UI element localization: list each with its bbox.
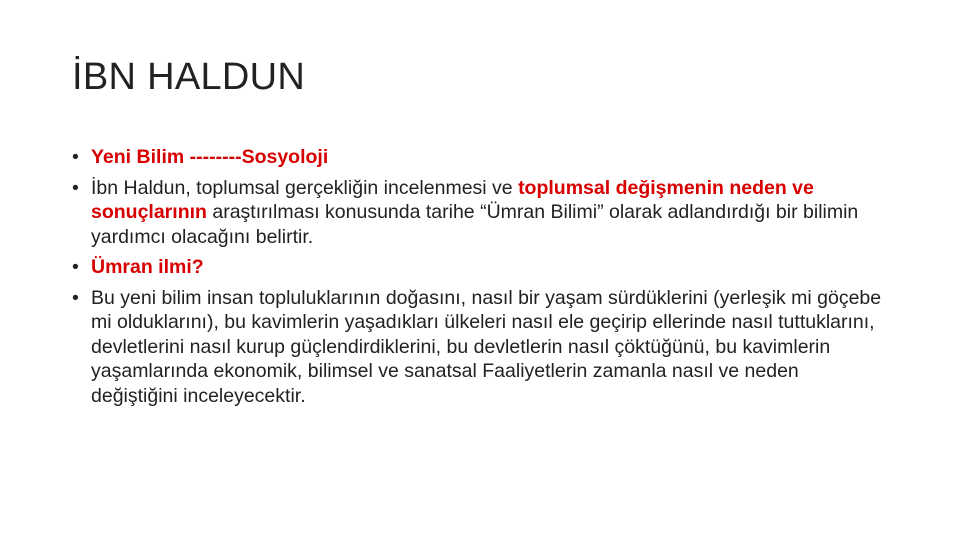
bullet-marker: • — [72, 176, 79, 199]
bullet-text-rest: araştırılması konusunda tarihe “Ümran Bilimi” olarak adlandırdığı bir bilimin yardımcı olacağını belirtir. — [91, 201, 859, 248]
bullet-marker: • — [72, 286, 79, 309]
bullet-item-new-science — [72, 145, 884, 170]
bullet-text-intro: İbn Haldun, toplumsal gerçekliğin incelenmesi ve — [91, 176, 519, 199]
bullet-text-highlight: toplumsal değişmenin neden ve sonuçlarının — [91, 176, 814, 223]
bullet-text-description: Bu yeni bilim insan topluluklarının doğasını, nasıl bir yaşam sürdüklerini (yerleşik mi göçebe mi olduklarını), bu kavimlerin yaşadıkları ülkeleri nasıl ele geçirip ellerinde nasıl tuttuklarını, devletlerini nasıl kurup güçlendirdiklerini, bu devletlerin nasıl çöktüğünü, bu kavimlerin yaşamlarında ekonomik, bilimsel ve sanatsal Faaliyetlerin zamanla nasıl ve neden değiştiğini inceleyecektir. — [91, 286, 882, 407]
bullet-text-umran-question: Ümran ilmi? — [91, 256, 204, 278]
bullet-marker: • — [72, 256, 79, 278]
bullet-item-umran-question — [72, 255, 884, 280]
bullet-list — [72, 145, 884, 414]
slide-title: İBN HALDUN — [72, 56, 306, 98]
bullet-item-description — [72, 286, 884, 409]
bullet-text-new-science: Yeni Bilim --------Sosyoloji — [91, 146, 329, 168]
bullet-marker: • — [72, 146, 79, 168]
bullet-item-ibn-haldun — [72, 176, 884, 250]
